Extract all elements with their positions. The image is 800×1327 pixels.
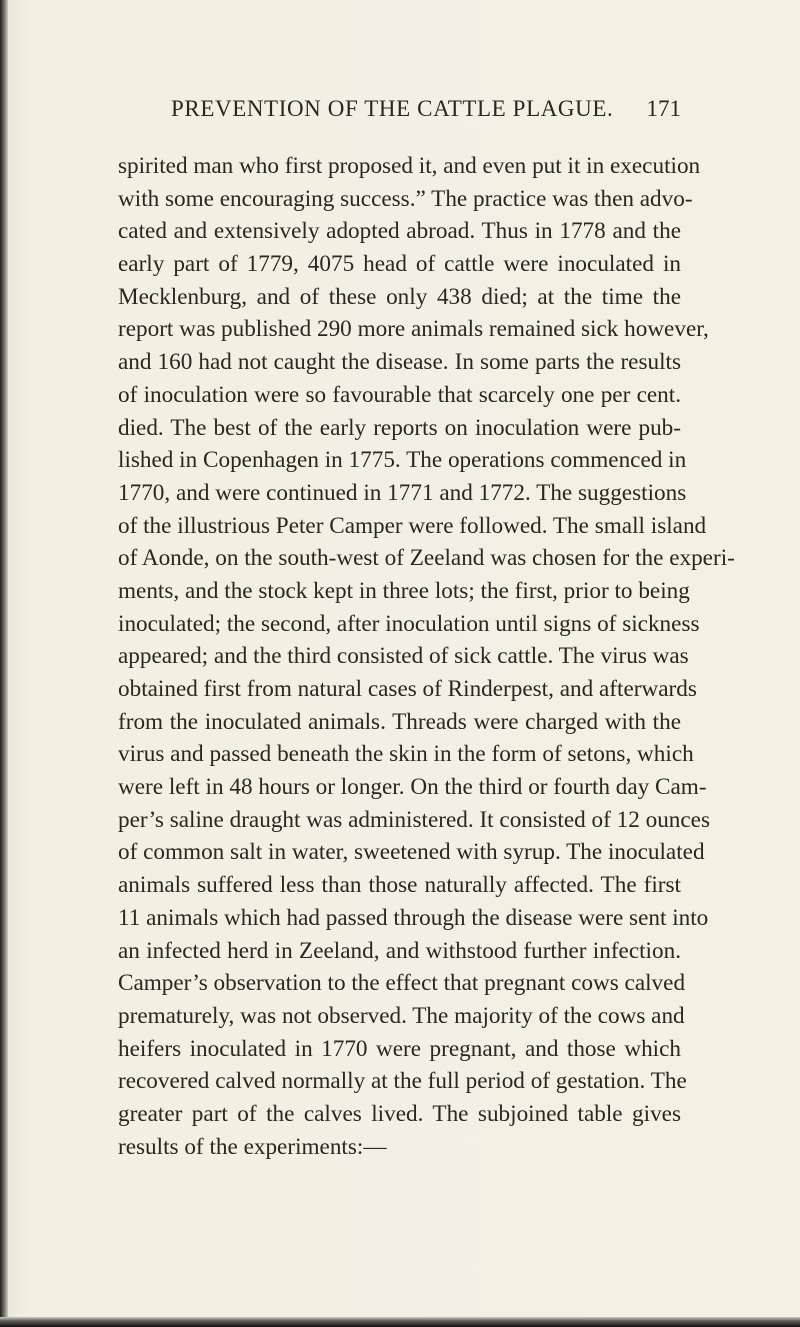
text-line: were left in 48 hours or longer. On the third or fourth day Cam- xyxy=(118,774,707,801)
page-binding-edge xyxy=(0,0,8,1327)
text-line: prematurely, was not observed. The majority of the cows and xyxy=(118,1002,685,1029)
text-line: with some encouraging success.” The practice was then advo- xyxy=(118,185,693,212)
text-line: Mecklenburg, and of these only 438 died; at the time the xyxy=(118,283,681,310)
text-line: greater part of the calves lived. The subjoined table gives xyxy=(118,1100,681,1127)
page-number: 171 xyxy=(646,96,681,121)
text-line: recovered calved normally at the full period of gestation. The xyxy=(118,1068,687,1095)
text-line: heifers inoculated in 1770 were pregnant, and those which xyxy=(118,1035,681,1062)
text-line: animals suffered less than those naturally affected. The first xyxy=(118,872,681,899)
text-line: cated and extensively adopted abroad. Thus in 1778 and the xyxy=(118,218,681,245)
text-line: died. The best of the early reports on inoculation were pub- xyxy=(118,414,681,441)
text-line: and 160 had not caught the disease. In some parts the results xyxy=(118,349,681,376)
text-line: obtained first from natural cases of Rinderpest, and afterwards xyxy=(118,676,697,702)
text-line: 1770, and were continued in 1771 and 1772. The suggestions xyxy=(118,479,687,506)
text-line: lished in Copenhagen in 1775. The operations commenced in xyxy=(118,447,687,474)
text-line: of the illustrious Peter Camper were followed. The small island xyxy=(118,512,707,539)
text-line: from the inoculated animals. Threads were charged with the xyxy=(118,708,681,735)
text-line: spirited man who first proposed it, and even put it in execution xyxy=(118,153,701,179)
text-line: of Aonde, on the south-west of Zeeland was chosen for the experi- xyxy=(118,545,735,572)
text-line: of common salt in water, sweetened with syrup. The inoculated xyxy=(118,839,705,866)
text-line: 11 animals which had passed through the disease were sent into xyxy=(118,904,709,931)
text-line: per’s saline draught was administered. It consisted of 12 ounces xyxy=(118,806,710,833)
text-line: ments, and the stock kept in three lots; the first, prior to being xyxy=(118,577,690,604)
text-line: results of the experiments:— xyxy=(118,1133,387,1160)
text-line: an infected herd in Zeeland, and withstood further infection. xyxy=(118,937,681,964)
text-line: report was published 290 more animals remained sick however, xyxy=(118,316,709,343)
text-line: of inoculation were so favourable that scarcely one per cent. xyxy=(118,381,681,408)
page-header xyxy=(171,96,681,130)
text-line: early part of 1779, 4075 head of cattle were inoculated in xyxy=(118,251,681,278)
text-line: appeared; and the third consisted of sick cattle. The virus was xyxy=(118,643,689,670)
text-line: virus and passed beneath the skin in the form of setons, which xyxy=(118,741,694,768)
text-line: Camper’s observation to the effect that pregnant cows calved xyxy=(118,970,686,997)
running-head: PREVENTION OF THE CATTLE PLAGUE. xyxy=(171,96,614,121)
body-text xyxy=(118,150,735,1163)
text-line: inoculated; the second, after inoculation until signs of sickness xyxy=(118,610,700,637)
page-bottom-edge xyxy=(0,1317,800,1327)
